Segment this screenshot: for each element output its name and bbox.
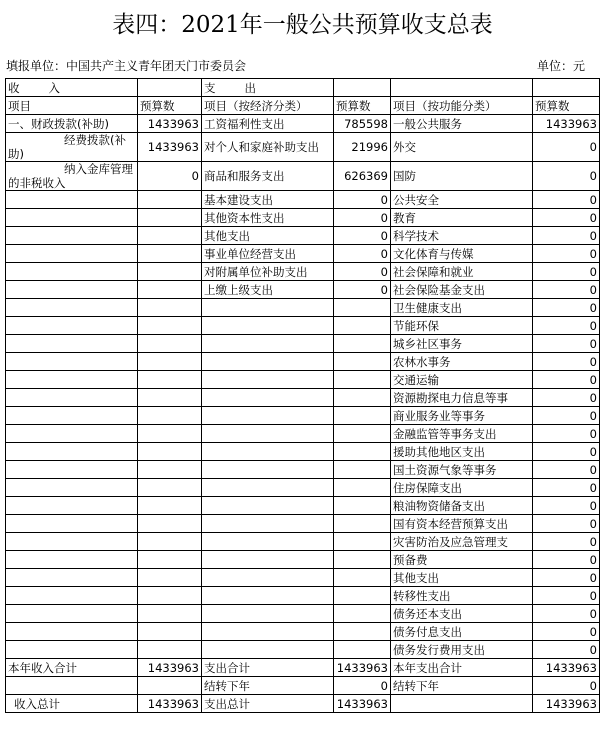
income-item-cell xyxy=(6,245,138,263)
table-row xyxy=(6,353,600,371)
table-row xyxy=(6,115,600,133)
econ-budget-cell xyxy=(334,587,391,605)
econ-budget-cell xyxy=(334,515,391,533)
econ-item-cell xyxy=(202,569,334,587)
func-budget-cell: 0 xyxy=(533,317,600,335)
econ-item-cell xyxy=(202,425,334,443)
income-budget-cell xyxy=(138,587,202,605)
func-item-cell: 国土资源气象等事务 xyxy=(391,461,533,479)
func-budget-cell: 0 xyxy=(533,551,600,569)
income-item-cell xyxy=(6,407,138,425)
econ-item-cell: 基本建设支出 xyxy=(202,191,334,209)
table-row xyxy=(6,371,600,389)
income-budget-cell xyxy=(138,407,202,425)
econ-item-cell xyxy=(202,353,334,371)
income-item-cell xyxy=(6,335,138,353)
income-budget-cell xyxy=(138,515,202,533)
func-budget-cell: 0 xyxy=(533,281,600,299)
income-header: 收 入 xyxy=(6,79,138,97)
func-item-header: 项目（按功能分类） xyxy=(391,97,533,115)
econ-budget-cell xyxy=(334,641,391,659)
func-budget-cell: 0 xyxy=(533,605,600,623)
func-item-cell: 商业服务业等事务 xyxy=(391,407,533,425)
income-budget-cell xyxy=(138,245,202,263)
income-budget-cell xyxy=(138,227,202,245)
income-item-cell xyxy=(6,677,138,695)
econ-item-cell: 支出合计 xyxy=(202,659,334,677)
header-row-2 xyxy=(6,97,600,115)
func-budget-cell: 0 xyxy=(533,587,600,605)
func-item-cell: 节能环保 xyxy=(391,317,533,335)
income-budget-cell xyxy=(138,353,202,371)
income-budget-cell xyxy=(138,443,202,461)
func-item-cell: 债务付息支出 xyxy=(391,623,533,641)
income-item-cell xyxy=(6,425,138,443)
econ-budget-cell xyxy=(334,299,391,317)
func-item-cell: 预备费 xyxy=(391,551,533,569)
func-item-cell: 卫生健康支出 xyxy=(391,299,533,317)
econ-budget-cell xyxy=(334,569,391,587)
income-item-header: 项目 xyxy=(6,97,138,115)
function-header-blank xyxy=(391,79,533,97)
func-budget-cell: 0 xyxy=(533,641,600,659)
func-item-cell: 社会保险基金支出 xyxy=(391,281,533,299)
econ-budget-cell: 0 xyxy=(334,677,391,695)
income-item-cell xyxy=(6,227,138,245)
table-row xyxy=(6,497,600,515)
func-item-cell: 金融监管等事务支出 xyxy=(391,425,533,443)
func-item-cell: 结转下年 xyxy=(391,677,533,695)
func-budget-header: 预算数 xyxy=(533,97,600,115)
income-item-cell xyxy=(6,479,138,497)
func-budget-cell: 0 xyxy=(533,623,600,641)
econ-budget-cell: 0 xyxy=(334,263,391,281)
expense-header-blank xyxy=(334,79,391,97)
income-budget-cell: 0 xyxy=(138,162,202,191)
func-item-cell xyxy=(391,695,533,713)
econ-item-cell xyxy=(202,641,334,659)
fill-unit-label: 填报单位：中国共产主义青年团天门市委员会 xyxy=(6,59,247,73)
func-budget-cell: 1433963 xyxy=(533,659,600,677)
income-item-cell xyxy=(6,281,138,299)
econ-budget-cell xyxy=(334,407,391,425)
page-title: 表四：2021年一般公共预算收支总表 xyxy=(112,12,493,38)
income-budget-cell xyxy=(138,641,202,659)
income-item-cell: 本年收入合计 xyxy=(6,659,138,677)
func-budget-cell: 0 xyxy=(533,389,600,407)
header-row-1 xyxy=(6,79,600,97)
income-item-cell xyxy=(6,497,138,515)
econ-budget-cell xyxy=(334,623,391,641)
econ-budget-cell: 0 xyxy=(334,227,391,245)
econ-item-cell: 其他支出 xyxy=(202,227,334,245)
func-budget-cell: 0 xyxy=(533,245,600,263)
income-budget-cell xyxy=(138,389,202,407)
table-row xyxy=(6,461,600,479)
econ-budget-cell: 1433963 xyxy=(334,695,391,713)
func-budget-cell: 0 xyxy=(533,677,600,695)
income-item-cell xyxy=(6,515,138,533)
table-row xyxy=(6,389,600,407)
econ-item-cell xyxy=(202,623,334,641)
func-budget-cell: 0 xyxy=(533,515,600,533)
income-budget-cell xyxy=(138,551,202,569)
func-budget-cell: 0 xyxy=(533,443,600,461)
income-budget-cell xyxy=(138,281,202,299)
function-budget-header-blank xyxy=(533,79,600,97)
func-budget-cell: 0 xyxy=(533,479,600,497)
income-item-cell xyxy=(6,569,138,587)
income-item-cell xyxy=(6,533,138,551)
func-item-cell: 粮油物资储备支出 xyxy=(391,497,533,515)
econ-item-cell xyxy=(202,497,334,515)
econ-budget-cell: 1433963 xyxy=(334,659,391,677)
econ-item-cell xyxy=(202,551,334,569)
econ-item-header: 项目（按经济分类） xyxy=(202,97,334,115)
income-budget-cell xyxy=(138,461,202,479)
income-item-cell: 收入总计 xyxy=(6,695,138,713)
func-item-cell: 资源勘探电力信息等事 xyxy=(391,389,533,407)
econ-budget-cell xyxy=(334,461,391,479)
econ-item-cell: 对个人和家庭补助支出 xyxy=(202,133,334,162)
table-row xyxy=(6,551,600,569)
budget-summary-table xyxy=(5,78,600,713)
table-row xyxy=(6,641,600,659)
table-row xyxy=(6,515,600,533)
func-budget-cell: 0 xyxy=(533,425,600,443)
income-budget-cell: 1433963 xyxy=(138,659,202,677)
econ-budget-cell xyxy=(334,533,391,551)
econ-item-cell xyxy=(202,299,334,317)
econ-item-cell xyxy=(202,479,334,497)
income-budget-cell xyxy=(138,677,202,695)
func-item-cell: 其他支出 xyxy=(391,569,533,587)
econ-budget-cell xyxy=(334,353,391,371)
func-budget-cell: 1433963 xyxy=(533,695,600,713)
income-budget-cell: 1433963 xyxy=(138,133,202,162)
func-budget-cell: 0 xyxy=(533,191,600,209)
table-row xyxy=(6,425,600,443)
income-budget-cell xyxy=(138,425,202,443)
func-item-cell: 城乡社区事务 xyxy=(391,335,533,353)
income-header-blank xyxy=(138,79,202,97)
func-item-cell: 社会保障和就业 xyxy=(391,263,533,281)
func-item-cell: 教育 xyxy=(391,209,533,227)
econ-item-cell xyxy=(202,317,334,335)
table-row xyxy=(6,659,600,677)
table-row xyxy=(6,533,600,551)
econ-item-cell: 事业单位经营支出 xyxy=(202,245,334,263)
func-item-cell: 本年支出合计 xyxy=(391,659,533,677)
func-budget-cell: 0 xyxy=(533,299,600,317)
income-budget-cell xyxy=(138,533,202,551)
func-item-cell: 国防 xyxy=(391,162,533,191)
table-row xyxy=(6,677,600,695)
income-budget-cell: 1433963 xyxy=(138,115,202,133)
func-item-cell: 公共安全 xyxy=(391,191,533,209)
func-budget-cell: 0 xyxy=(533,569,600,587)
income-budget-header: 预算数 xyxy=(138,97,202,115)
income-budget-cell xyxy=(138,479,202,497)
econ-budget-header: 预算数 xyxy=(334,97,391,115)
expense-header: 支 出 xyxy=(202,79,334,97)
income-budget-cell xyxy=(138,299,202,317)
econ-item-cell xyxy=(202,389,334,407)
table-row xyxy=(6,209,600,227)
econ-budget-cell xyxy=(334,497,391,515)
table-row xyxy=(6,479,600,497)
func-item-cell: 外交 xyxy=(391,133,533,162)
func-budget-cell: 0 xyxy=(533,227,600,245)
table-row xyxy=(6,407,600,425)
econ-item-cell xyxy=(202,371,334,389)
income-budget-cell xyxy=(138,605,202,623)
econ-item-cell: 上缴上级支出 xyxy=(202,281,334,299)
table-row xyxy=(6,263,600,281)
table-row xyxy=(6,317,600,335)
income-budget-cell xyxy=(138,335,202,353)
table-row xyxy=(6,443,600,461)
income-item-cell xyxy=(6,641,138,659)
econ-item-cell xyxy=(202,443,334,461)
income-budget-cell xyxy=(138,569,202,587)
econ-budget-cell xyxy=(334,479,391,497)
income-item-cell xyxy=(6,299,138,317)
func-budget-cell: 0 xyxy=(533,162,600,191)
econ-item-cell xyxy=(202,461,334,479)
income-item-cell xyxy=(6,389,138,407)
table-row xyxy=(6,605,600,623)
func-budget-cell: 0 xyxy=(533,209,600,227)
econ-budget-cell: 626369 xyxy=(334,162,391,191)
func-budget-cell: 0 xyxy=(533,533,600,551)
econ-item-cell xyxy=(202,335,334,353)
econ-budget-cell xyxy=(334,335,391,353)
func-item-cell: 交通运输 xyxy=(391,371,533,389)
econ-item-cell: 支出总计 xyxy=(202,695,334,713)
econ-item-cell xyxy=(202,605,334,623)
income-item-cell xyxy=(6,623,138,641)
func-item-cell: 国有资本经营预算支出 xyxy=(391,515,533,533)
income-item-cell xyxy=(6,317,138,335)
func-budget-cell: 0 xyxy=(533,371,600,389)
func-budget-cell: 0 xyxy=(533,353,600,371)
income-budget-cell xyxy=(138,191,202,209)
income-item-cell xyxy=(6,263,138,281)
econ-item-cell xyxy=(202,533,334,551)
table-row xyxy=(6,695,600,713)
econ-item-cell: 工资福利性支出 xyxy=(202,115,334,133)
income-budget-cell xyxy=(138,317,202,335)
table-row xyxy=(6,623,600,641)
income-item-cell xyxy=(6,191,138,209)
econ-budget-cell xyxy=(334,443,391,461)
table-row xyxy=(6,245,600,263)
table-row xyxy=(6,191,600,209)
func-budget-cell: 0 xyxy=(533,461,600,479)
table-row xyxy=(6,299,600,317)
income-item-cell xyxy=(6,371,138,389)
income-item-cell xyxy=(6,443,138,461)
func-budget-cell: 0 xyxy=(533,335,600,353)
income-item-cell xyxy=(6,461,138,479)
econ-item-cell: 结转下年 xyxy=(202,677,334,695)
econ-item-cell: 对附属单位补助支出 xyxy=(202,263,334,281)
econ-budget-cell: 21996 xyxy=(334,133,391,162)
income-budget-cell xyxy=(138,623,202,641)
econ-item-cell: 商品和服务支出 xyxy=(202,162,334,191)
econ-budget-cell xyxy=(334,371,391,389)
econ-budget-cell xyxy=(334,605,391,623)
func-item-cell: 债务发行费用支出 xyxy=(391,641,533,659)
econ-budget-cell: 0 xyxy=(334,191,391,209)
func-item-cell: 援助其他地区支出 xyxy=(391,443,533,461)
income-budget-cell xyxy=(138,497,202,515)
income-item-cell xyxy=(6,605,138,623)
income-budget-cell xyxy=(138,371,202,389)
econ-budget-cell: 0 xyxy=(334,281,391,299)
table-row xyxy=(6,569,600,587)
func-item-cell: 转移性支出 xyxy=(391,587,533,605)
econ-budget-cell xyxy=(334,389,391,407)
func-budget-cell: 0 xyxy=(533,407,600,425)
func-budget-cell: 0 xyxy=(533,497,600,515)
income-budget-cell: 1433963 xyxy=(138,695,202,713)
income-item-cell: 一、财政拨款(补助) xyxy=(6,115,138,133)
func-item-cell: 科学技术 xyxy=(391,227,533,245)
econ-budget-cell: 785598 xyxy=(334,115,391,133)
income-budget-cell xyxy=(138,263,202,281)
unit-label: 单位：元 xyxy=(536,59,585,73)
func-budget-cell: 0 xyxy=(533,133,600,162)
func-item-cell: 债务还本支出 xyxy=(391,605,533,623)
func-item-cell: 文化体育与传媒 xyxy=(391,245,533,263)
func-item-cell: 灾害防治及应急管理支 xyxy=(391,533,533,551)
func-item-cell: 住房保障支出 xyxy=(391,479,533,497)
income-item-cell xyxy=(6,587,138,605)
table-row xyxy=(6,133,600,162)
econ-item-cell xyxy=(202,587,334,605)
econ-budget-cell xyxy=(334,425,391,443)
table-row xyxy=(6,335,600,353)
income-item-cell: 纳入金库管理的非税收入 xyxy=(6,162,138,191)
econ-item-cell xyxy=(202,515,334,533)
table-row xyxy=(6,281,600,299)
income-item-cell xyxy=(6,353,138,371)
table-row xyxy=(6,587,600,605)
func-item-cell: 一般公共服务 xyxy=(391,115,533,133)
econ-item-cell xyxy=(202,407,334,425)
income-item-cell xyxy=(6,209,138,227)
table-row xyxy=(6,227,600,245)
econ-budget-cell: 0 xyxy=(334,209,391,227)
func-budget-cell: 1433963 xyxy=(533,115,600,133)
income-item-cell: 经费拨款(补助) xyxy=(6,133,138,162)
func-budget-cell: 0 xyxy=(533,263,600,281)
econ-item-cell: 其他资本性支出 xyxy=(202,209,334,227)
income-budget-cell xyxy=(138,209,202,227)
econ-budget-cell: 0 xyxy=(334,245,391,263)
func-item-cell: 农林水事务 xyxy=(391,353,533,371)
econ-budget-cell xyxy=(334,551,391,569)
income-item-cell xyxy=(6,551,138,569)
table-row xyxy=(6,162,600,191)
econ-budget-cell xyxy=(334,317,391,335)
